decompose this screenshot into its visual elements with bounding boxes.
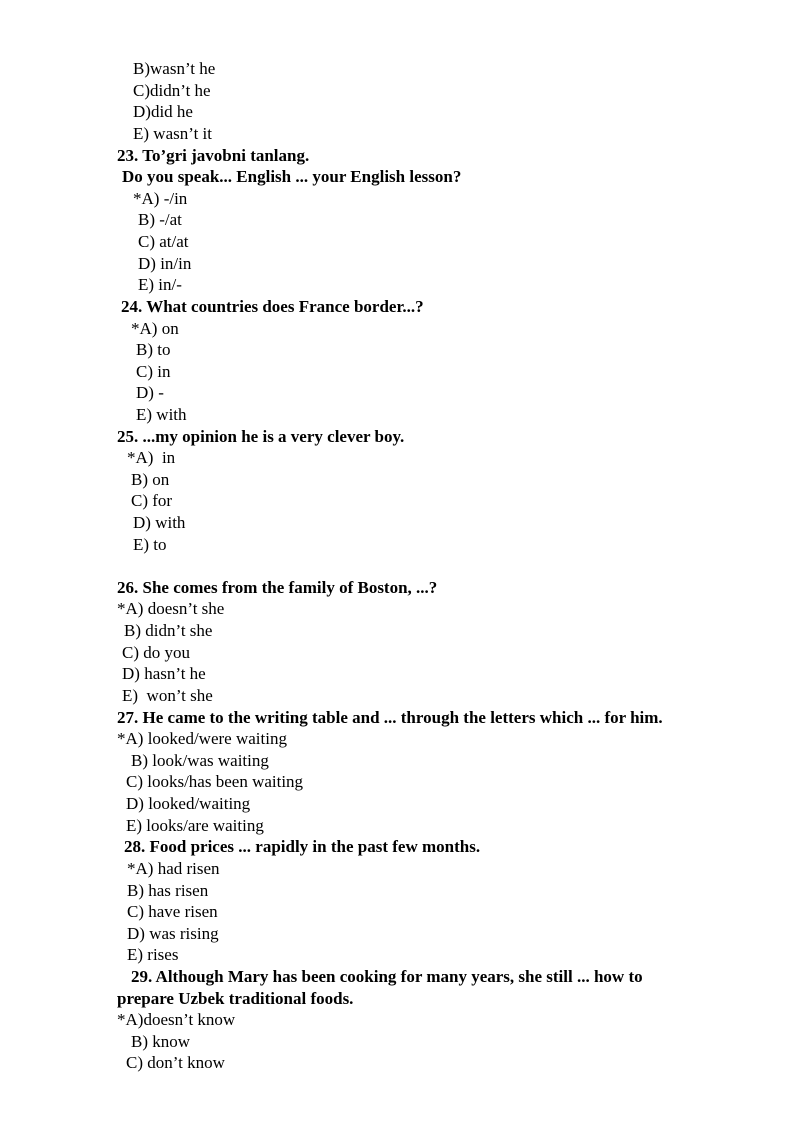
question-text: 29. Although Mary has been cooking for many years, she still ... how to [131,967,643,986]
answer-option: B) to [136,340,171,359]
answer-option: D) - [136,383,164,402]
answer-option: E) rises [127,945,179,964]
answer-option: C) at/at [138,232,189,251]
answer-option: C) looks/has been waiting [126,772,304,791]
answer-option: B)wasn’t he [133,59,216,78]
answer-option: *A) had risen [127,859,220,878]
answer-option: B) -/at [138,210,182,229]
question-text: 26. She comes from the family of Boston, ...? [117,578,438,597]
answer-option: B) look/was waiting [131,751,269,770]
answer-option: B) has risen [127,881,209,900]
question-text: prepare Uzbek traditional foods. [117,989,354,1008]
answer-option: C) for [131,491,173,510]
answer-option: E) looks/are waiting [126,816,264,835]
answer-option: C) don’t know [126,1053,225,1072]
answer-option: D) in/in [138,254,192,273]
question-text: 25. ...my opinion he is a very clever boy. [117,427,405,446]
answer-option: E) won’t she [122,686,213,705]
answer-option: D) hasn’t he [122,664,206,683]
answer-option: C) in [136,362,171,381]
question-text: 27. He came to the writing table and ... through the letters which ... for him. [117,708,663,727]
answer-option: B) on [131,470,170,489]
question-text: 28. Food prices ... rapidly in the past few months. [124,837,481,856]
answer-option: D)did he [133,102,193,121]
question-text: 23. To’gri javobni tanlang. [117,146,310,165]
answer-option: D) was rising [127,924,219,943]
question-text: 24. What countries does France border...? [121,297,424,316]
answer-option: D) looked/waiting [126,794,251,813]
answer-option: C) do you [122,643,190,662]
answer-option: B) didn’t she [124,621,213,640]
answer-option: E) with [136,405,187,424]
answer-option: E) in/- [138,275,182,294]
answer-option: E) wasn’t it [133,124,213,143]
answer-option: *A) looked/were waiting [117,729,287,748]
answer-option: *A)doesn’t know [117,1010,236,1029]
answer-option: D) with [133,513,186,532]
answer-option: *A) doesn’t she [117,599,225,618]
answer-option: C) have risen [127,902,218,921]
answer-option: E) to [133,535,167,554]
answer-option: *A) -/in [133,189,188,208]
question-text: Do you speak... English ... your English lesson? [122,167,462,186]
answer-option: *A) on [131,319,179,338]
answer-option: *A) in [127,448,176,467]
answer-option: C)didn’t he [133,81,211,100]
answer-option: B) know [131,1032,191,1051]
